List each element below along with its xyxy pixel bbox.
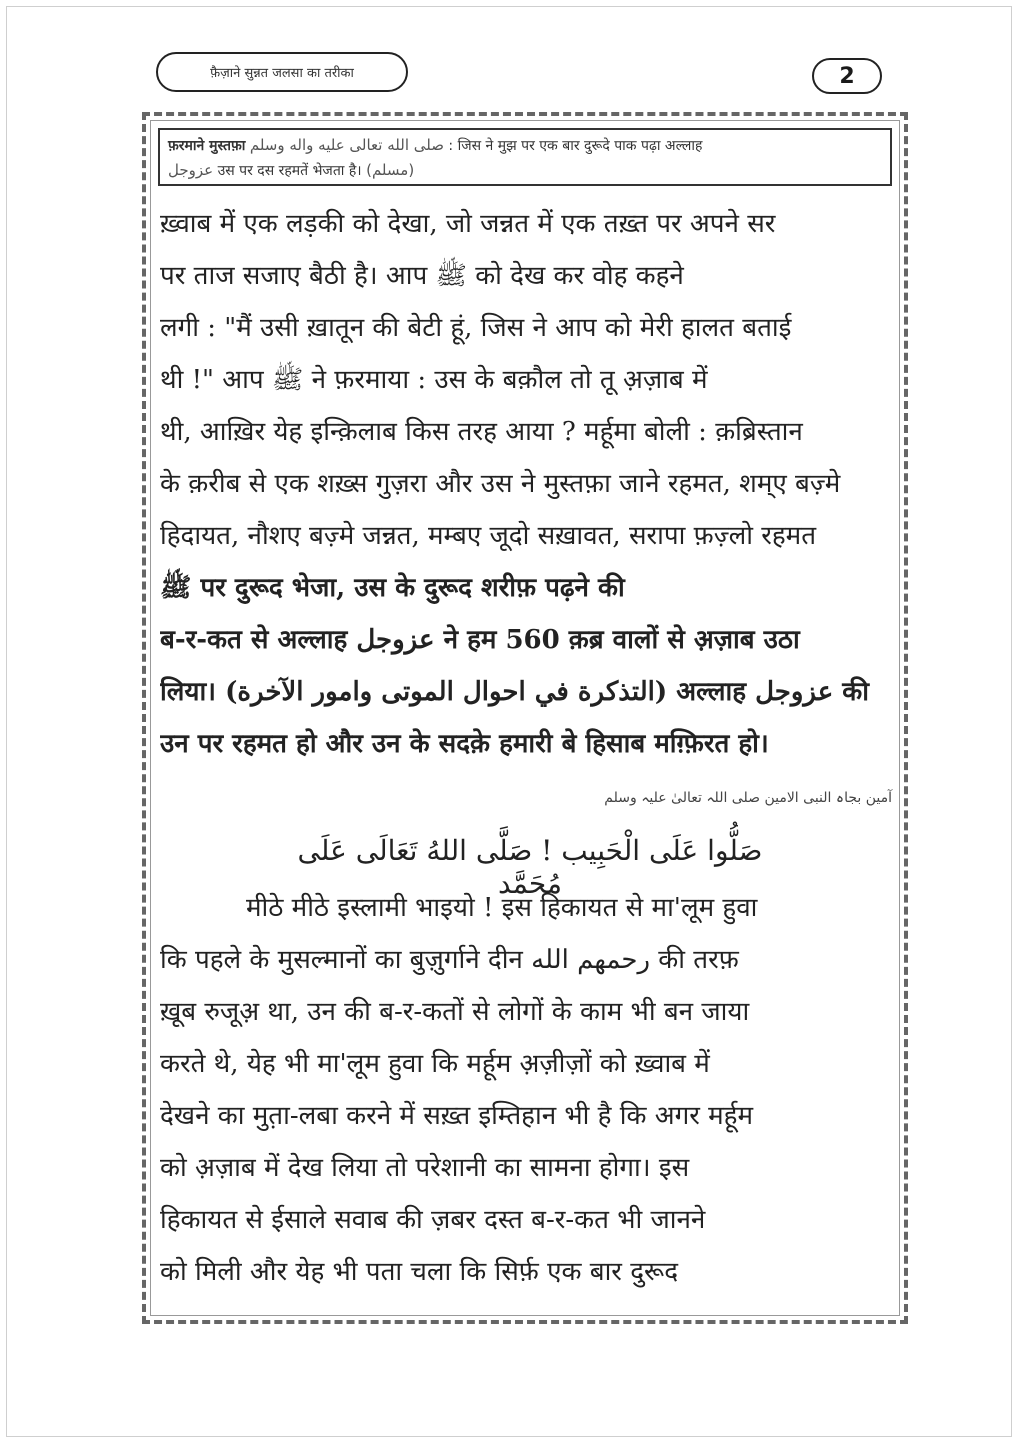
paragraph-story (160, 198, 892, 770)
text-line: ﷺ पर दुरूद भेजा, उस के दुरूद शरीफ़ पढ़ने की (160, 573, 625, 603)
text-line: कि पहले के मुसल्मानों का बुज़ुर्गाने दीन رحمهم الله की तरफ़ (160, 945, 739, 975)
running-header: फ़ैज़ाने सुन्नत जलसा का तरीका (156, 52, 408, 92)
text-line: थी !" आप ﷺ ने फ़रमाया : उस के बक़ौल तो तू अ़ज़ाब में (160, 365, 708, 395)
text-line: देखने का मुत़ा-लबा करने में सख़्त इम्तिहान भी है कि अगर मर्हूम (160, 1101, 754, 1131)
salawat-line: صَلُّوا عَلَى الْحَبِيب ! صَلَّى اللهُ تَعَالَى عَلَى مُحَمَّد (297, 834, 763, 900)
text-line: ब-र-कत से अल्लाह عزوجل ने हम 560 क़ब्र वालों से अ़ज़ाब उठा (160, 625, 800, 655)
hadith-honorific: صلى الله تعالى عليه واله وسلم (249, 136, 444, 154)
text-line: हिकायत से ईसाले सवाब की ज़बर दस्त ब-र-कत भी जानने (160, 1205, 706, 1235)
text-line: मीठे मीठे इस्लामी भाइयो ! इस हिकायत से मा'लूम हुवा (246, 893, 758, 923)
hadith-box (158, 128, 892, 186)
text-line: हिदायत, नौशए बज़्मे जन्नत, मम्बए जूदो सख़ावत, सरापा फ़ज़्लो रहमत (160, 521, 817, 551)
hadith-honorific-2: عزوجل (168, 161, 214, 179)
hadith-text-2: उस पर दस रहमतें भेजता है। (217, 163, 362, 179)
paragraph-lesson (160, 882, 892, 1298)
hadith-source: (مسلم) (366, 161, 415, 179)
text-line: को मिली और येह भी पता चला कि सिर्फ़ एक बार दुरूद (160, 1257, 679, 1287)
text-line: के क़रीब से एक शख़्स गुज़रा और उस ने मुस्तफ़ा जाने रहमत, शम्ए बज़्मे (160, 469, 841, 499)
page-number: 2 (812, 58, 882, 94)
text-line: ख़्वाब में एक लड़की को देखा, जो जन्नत में एक तख़्त पर अपने सर (160, 209, 776, 239)
text-line: लगी : "मैं उसी ख़ातून की बेटी हूं, जिस ने आप को मेरी हालत बताई (160, 313, 792, 343)
text-line: पर ताज सजाए बैठी है। आप ﷺ को देख कर वोह कहने (160, 261, 684, 291)
hadith-line-1 (168, 133, 882, 158)
hadith-lead: फ़रमाने मुस्तफ़ा (168, 138, 246, 154)
text-line: थी, आख़िर येह इन्क़िलाब किस तरह आया ? मर्हूमा बोली : क़ब्रिस्तान (160, 417, 803, 447)
text-line: ख़ूब रुजूअ़ था, उन की ब-र-कतों से लोगों के काम भी बन जाया (160, 997, 750, 1027)
text-line: उन पर रहमत हो और उन के सदक़े हमारी बे हिसाब मग़्फ़िरत हो। (160, 729, 769, 759)
hadith-line-2 (168, 158, 882, 183)
text-line: करते थे, येह भी मा'लूम हुवा कि मर्हूम अ़ज़ीज़ों को ख़्वाब में (160, 1049, 710, 1079)
text-line: लिया। (التذكرة في احوال الموتى وامور الآخرة) अल्लाह عزوجل की (160, 677, 870, 707)
text-line: को अ़ज़ाब में देख लिया तो परेशानी का सामना होगा। इस (160, 1153, 690, 1183)
hadith-text-1: : जिस ने मुझ पर एक बार दुरूदे पाक पढ़ा अल्लाह (448, 138, 703, 154)
dua-line: آمین بجاہ النبی الامین صلی اللہ تعالیٰ علیہ وسلم (604, 790, 892, 806)
